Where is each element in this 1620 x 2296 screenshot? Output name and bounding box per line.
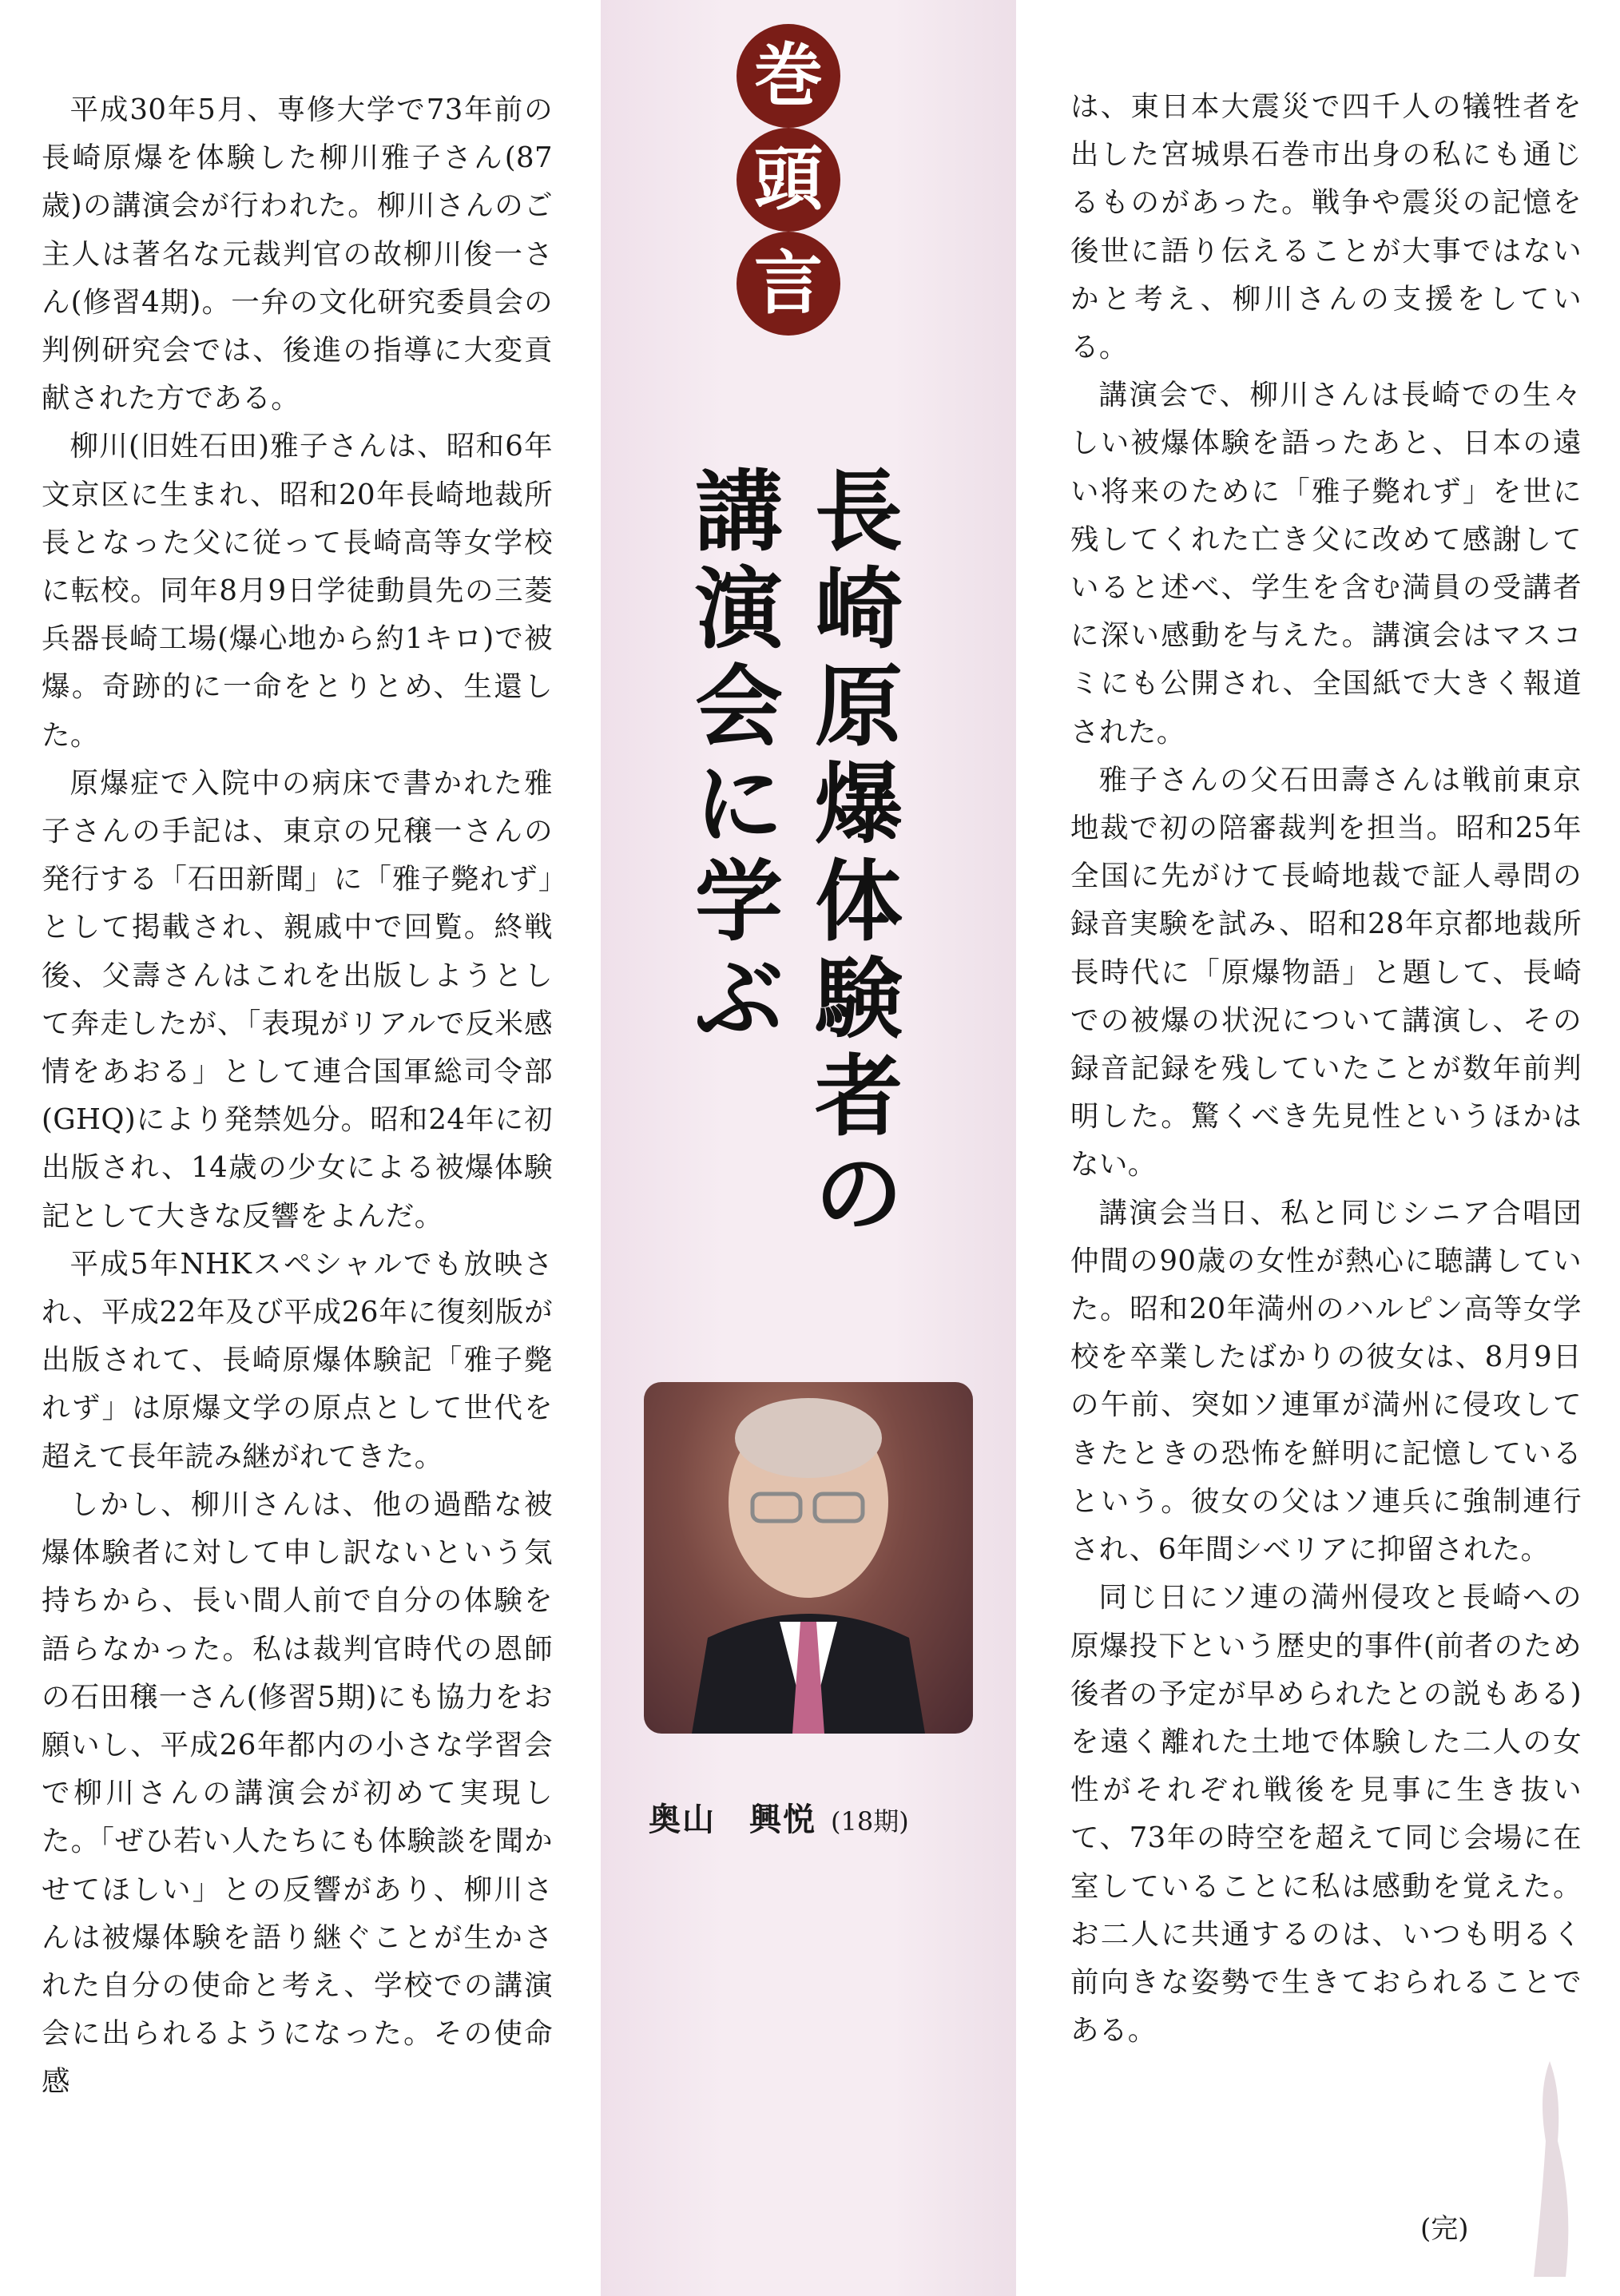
- article-title-line-2: 講演会に学ぶ: [695, 461, 783, 1051]
- text-column-left: [42, 86, 553, 2107]
- paragraph: 講演会で、柳川さんは長崎での生々しい被爆体験を語ったあと、日本の遠い将来のために「雅子斃れず」を世に残してくれた亡き父に改めて感謝していると述べ、学生を含む満員の受講者に深い感動を与えた。講演会はマスコミにも公開され、全国紙で大きく報道された。: [1070, 379, 1582, 749]
- paragraph: しかし、柳川さんは、他の過酷な被爆体験者に対して申し訳ないという気持ちから、長い間人前で自分の体験を語らなかった。私は裁判官時代の恩師の石田穣一さん(修習5期)にも協力をお願いし、平成26年都内の小さな学習会で柳川さんの講演会が初めて実現した。「ぜひ若い人たちにも体験談を聞かせてほしい」との反響があり、柳川さんは被爆体験を語り継ぐことが生かされた自分の使命と考え、学校での講演会に出られるようになった。その使命感: [42, 1488, 553, 2099]
- paragraph: 平成30年5月、専修大学で73年前の長崎原爆を体験した柳川雅子さん(87歳)の講演会が行われた。柳川さんのご主人は著名な元裁判官の故柳川俊一さん(修習4期)。一弁の文化研究委員会の判例研究会では、後進の指導に大変貢献された方である。: [42, 93, 553, 415]
- paragraph: 同じ日にソ連の満州侵攻と長崎への原爆投下という歴史的事件(前者のため後者の予定が早められたとの説もある)を遠く離れた土地で体験した二人の女性がそれぞれ戦後を見事に生き抜いて、73年の時空を超えて同じ会場に在室していることに私は感動を覚えた。お二人に共通するのは、いつも明るく前向きな姿勢で生きておられることである。: [1070, 1581, 1582, 2048]
- kantogen-badge-char-3: 言: [737, 232, 840, 336]
- article-title-line-1: 長崎原爆体験者の: [815, 461, 903, 1245]
- paragraph: 講演会当日、私と同じシニア合唱団仲間の90歳の女性が熱心に聴講していた。昭和20年満州のハルピン高等女学校を卒業したばかりの彼女は、8月9日の午前、突如ソ連軍が満州に侵攻してきたときの恐怖を鮮明に記憶しているという。彼女の父はソ連兵に強制連行され、6年間シベリアに抑留された。: [1070, 1196, 1582, 1567]
- paragraph: 平成5年NHKスペシャルでも放映され、平成22年及び平成26年に復刻版が出版されて、長崎原爆体験記「雅子斃れず」は原爆文学の原点として世代を超えて長年読み継がれてきた。: [42, 1247, 553, 1473]
- kantogen-badge-char-2: 頭: [737, 128, 840, 232]
- decorative-figure-icon: [1502, 2045, 1606, 2285]
- author-name: 奥山 興悦: [649, 1801, 816, 1838]
- kantogen-badge-char-1: 巻: [737, 24, 840, 128]
- paragraph: は、東日本大震災で四千人の犠牲者を出した宮城県石巻市出身の私にも通じるものがあった。戦争や震災の記憶を後世に語り伝えることが大事ではないかと考え、柳川さんの支援をしている。: [1070, 90, 1582, 364]
- paragraph: 柳川(旧姓石田)雅子さんは、昭和6年文京区に生まれ、昭和20年長崎地裁所長となった父に従って長崎高等女学校に転校。同年8月9日学徒動員先の三菱兵器長崎工場(爆心地から約1キロ)で被爆。奇跡的に一命をとりとめ、生還した。: [42, 430, 553, 752]
- paragraph: 雅子さんの父石田壽さんは戦前東京地裁で初の陪審裁判を担当。昭和25年全国に先がけて長崎地裁で証人尋問の録音実験を試み、昭和28年京都地裁所長時代に「原爆物語」と題して、長崎での被爆の状況について講演し、その録音記録を残していたことが数年前判明した。驚くべき先見性というほかはない。: [1070, 763, 1582, 1182]
- text-column-right: [1070, 83, 1582, 2055]
- author-generation: (18期): [831, 1806, 909, 1837]
- paragraph: 原爆症で入院中の病床で書かれた雅子さんの手記は、東京の兄穣一さんの発行する「石田新聞」に「雅子斃れず」として掲載され、親戚中で回覧。終戦後、父壽さんはこれを出版しようとして奔走したが、「表現がリアルで反米感情をあおる」として連合国軍総司令部(GHQ)により発禁処分。昭和24年に初出版され、14歳の少女による被爆体験記として大きな反響をよんだ。: [42, 766, 553, 1233]
- author-photo: [644, 1382, 973, 1734]
- end-mark: (完): [1420, 2213, 1469, 2245]
- author-byline: [649, 1794, 984, 1840]
